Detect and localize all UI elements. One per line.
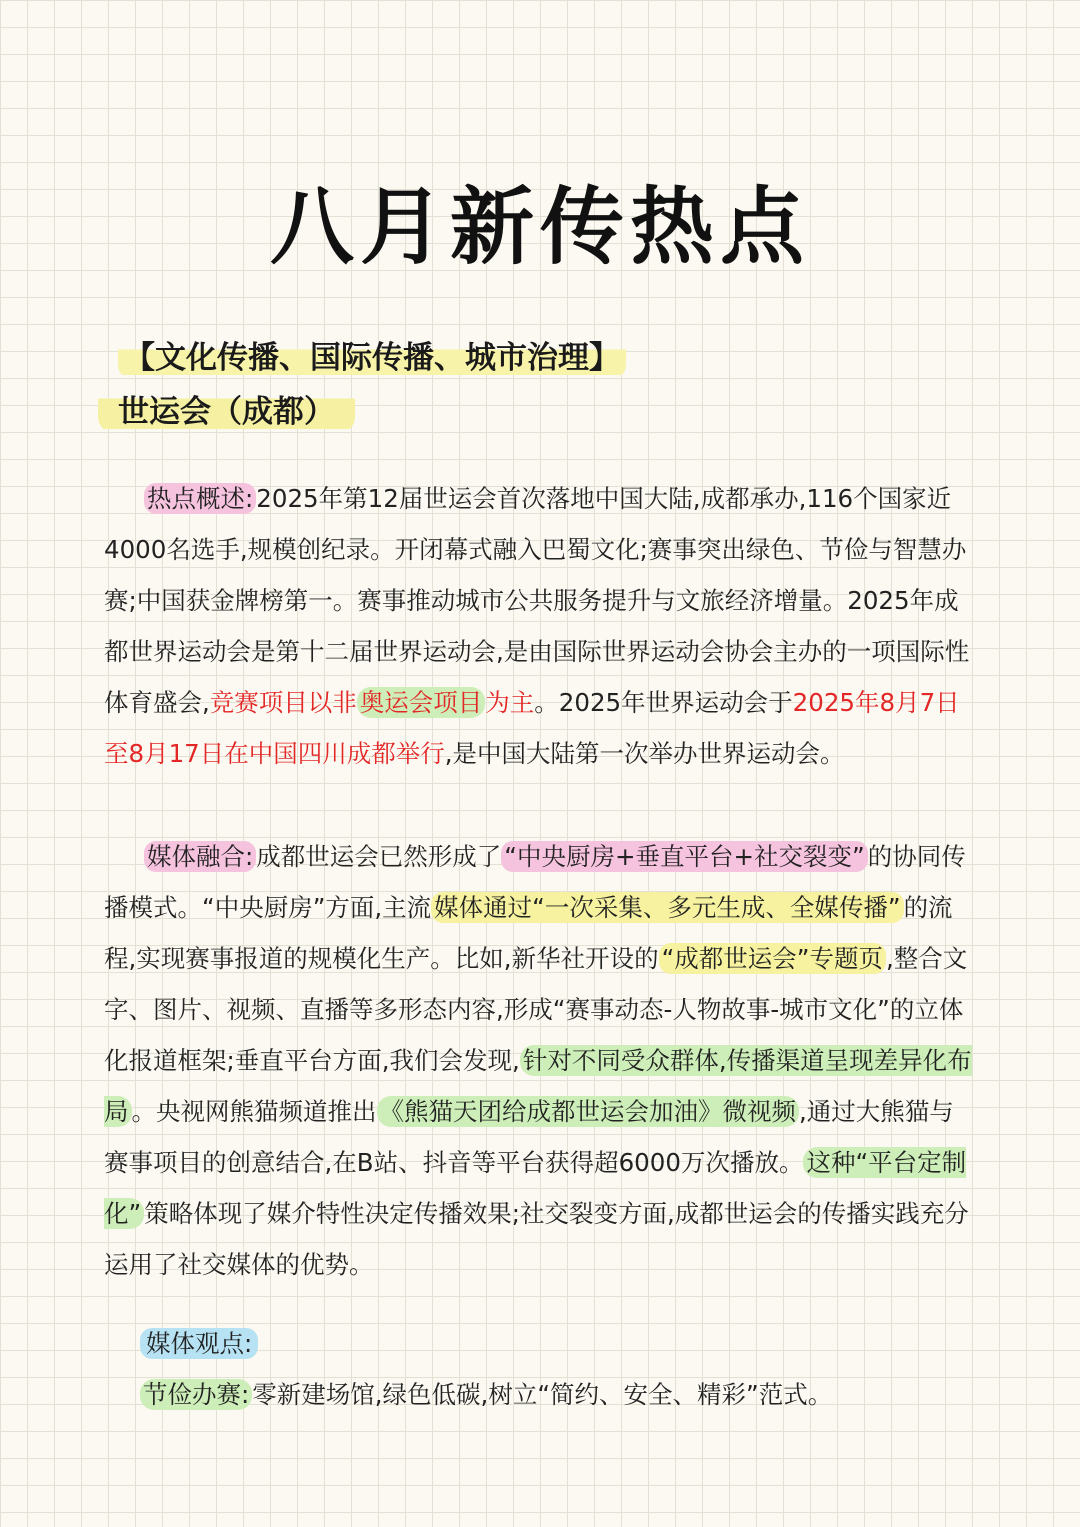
frugal-label: 节俭办赛: <box>140 1379 252 1410</box>
mf-highlight-topic-page: “成都世运会”专题页 <box>659 943 886 974</box>
overview-red-b: 为主 <box>485 688 535 717</box>
mf-text-9: 。央视网熊猫频道推出 <box>131 1097 377 1126</box>
overview-paragraph <box>104 473 976 779</box>
frugal-text: 零新建场馆,绿色低碳,树立“简约、安全、精彩”范式。 <box>252 1380 833 1409</box>
event-name: 世运会（成都） <box>98 384 355 433</box>
mf-text-5: 的流程,实现赛事报道的规模化生产。比如,新华社开设的 <box>104 893 953 973</box>
media-view-section <box>140 1318 976 1420</box>
mf-highlight-video: 《熊猫天团给成都世运会加油》微视频 <box>377 1096 800 1127</box>
media-fusion-paragraph <box>104 831 976 1290</box>
overview-text-3: 。2025年世界运动会于 <box>534 688 793 717</box>
mf-text-7: ,整合文字、图片、视频、直播等多形态内容,形成“赛事动态-人物故事-城市文化”的立体化报道框架;垂直平台方面,我们会发现, <box>104 944 968 1075</box>
overview-red-a: 竞赛项目以非 <box>209 688 357 717</box>
mf-highlight-model: “中央厨房+垂直平台+社交裂变” <box>501 841 867 872</box>
mf-text-13: 策略体现了媒介特性决定传播效果;社交裂变方面,成都世运会的传播实践充分运用了社交媒体的优势。 <box>104 1199 969 1279</box>
page-title: 八月新传热点 <box>269 178 810 276</box>
media-fusion-label: 媒体融合: <box>144 841 256 872</box>
topic-tagline: 【文化传播、国际传播、城市治理】 <box>118 330 626 379</box>
mf-text-1: 成都世运会已然形成了 <box>256 842 502 871</box>
media-view-label: 媒体观点: <box>140 1328 258 1359</box>
mf-text-3: 的协同传播模式。“中央厨房”方面,主流 <box>104 842 966 922</box>
overview-text-5: ,是中国大陆第一次举办世界运动会。 <box>444 739 845 768</box>
overview-label: 热点概述: <box>144 483 256 514</box>
mf-highlight-process: 媒体通过“一次采集、多元生成、全媒传播” <box>431 892 903 923</box>
overview-date-red: 2025年8月7日至8月17日在中国四川成都举行 <box>104 688 960 768</box>
overview-text-1: 2025年第12届世运会首次落地中国大陆,成都承办,116个国家近4000名选手,规模创纪录。开闭幕式融入巴蜀文化;赛事突出绿色、节俭与智慧办赛;中国获金牌榜第一。赛事推动城市公共服务提升与文旅经济增量。2025年成都世界运动会是第十二届世界运动会,是由国际世界运动会协会主办的一项国际性体育盛会, <box>104 484 970 717</box>
mf-highlight-platform: 这种“平台定制化” <box>104 1148 967 1228</box>
mf-text-11: ,通过大熊猫与赛事项目的创意结合,在B站、抖音等平台获得超6000万次播放。 <box>104 1097 954 1177</box>
overview-red-highlight: 奥运会项目 <box>357 687 486 718</box>
mf-highlight-channels: 针对不同受众群体,传播渠道呈现差异化布局 <box>104 1046 972 1126</box>
